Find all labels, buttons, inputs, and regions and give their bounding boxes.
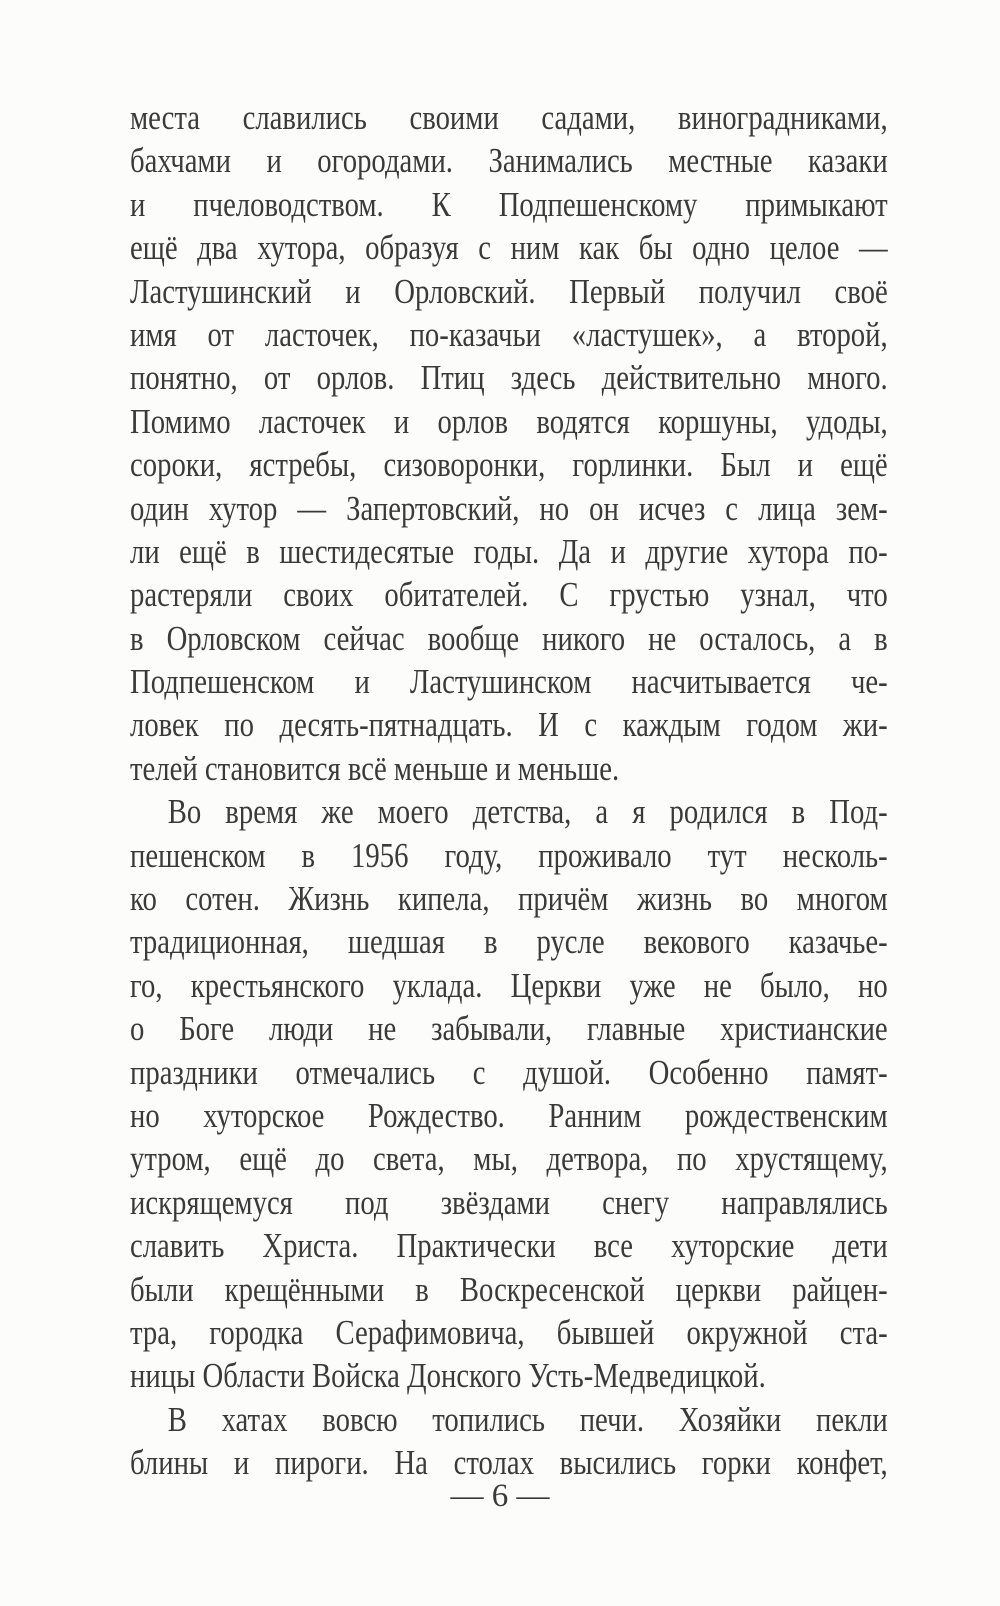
text-line: ещё два хутора, образуя с ним как бы одно целое —: [130, 228, 888, 268]
paragraph: [130, 96, 1000, 790]
text-line: понятно, от орлов. Птиц здесь действительно много.: [130, 358, 888, 398]
text-line: телей становится всё меньше и меньше.: [130, 748, 620, 788]
text-line: были крещёнными в Воскресенской церкви райцен-: [130, 1269, 888, 1309]
text-line: но хуторское Рождество. Ранним рождественским: [130, 1095, 888, 1135]
text-line: Во время же моего детства, а я родился в Под-: [167, 792, 888, 832]
page-number: — 6 —: [450, 1478, 550, 1514]
text-line: го, крестьянского уклада. Церкви уже не было, но: [130, 965, 888, 1005]
text-line: в Орловском сейчас вообще никого не осталось, а в: [130, 618, 888, 658]
text-line: пешенском в 1956 году, проживало тут несколь-: [130, 835, 888, 875]
page-body: [130, 96, 1000, 1485]
paragraph: [130, 790, 1000, 1397]
text-line: имя от ласточек, по-казачьи «ластушек», а второй,: [130, 314, 888, 354]
text-line: Подпешенском и Ластушинском насчитывается че-: [130, 662, 888, 702]
text-line: о Боге люди не забывали, главные христианские: [130, 1009, 888, 1049]
text-line: В хатах вовсю топились печи. Хозяйки пекли: [167, 1399, 888, 1439]
text-line: блины и пироги. На столах высились горки конфет,: [130, 1443, 888, 1483]
text-line: традиционная, шедшая в русле векового казачье-: [130, 922, 888, 962]
text-line: тра, городка Серафимовича, бывшей окружной ста-: [130, 1312, 888, 1352]
text-line: ко сотен. Жизнь кипела, причём жизнь во многом: [130, 879, 888, 919]
paragraph: [130, 1398, 1000, 1485]
text-line: ницы Области Войска Донского Усть-Медведицкой.: [130, 1356, 766, 1396]
text-line: один хутор — Запертовский, но он исчез с лица зем-: [130, 488, 888, 528]
text-line: ловек по десять-пятнадцать. И с каждым годом жи-: [130, 705, 888, 745]
text-line: и пчеловодством. К Подпешенскому примыкают: [130, 184, 888, 224]
text-line: растеряли своих обитателей. С грустью узнал, что: [130, 575, 888, 615]
text-line: Ластушинский и Орловский. Первый получил своё: [130, 271, 888, 311]
text-line: славить Христа. Практически все хуторские дети: [130, 1226, 888, 1266]
text-line: Помимо ласточек и орлов водятся коршуны, удоды,: [130, 401, 888, 441]
text-line: сороки, ястребы, сизоворонки, горлинки. Был и ещё: [130, 445, 888, 485]
text-line: бахчами и огородами. Занимались местные казаки: [130, 141, 888, 181]
text-line: искрящемуся под звёздами снегу направлялись: [130, 1182, 888, 1222]
text-line: утром, ещё до света, мы, детвора, по хрустящему,: [130, 1139, 888, 1179]
text-line: места славились своими садами, виноградниками,: [130, 98, 888, 137]
text-line: праздники отмечались с душой. Особенно памят-: [130, 1052, 888, 1092]
text-line: ли ещё в шестидесятые годы. Да и другие хутора по-: [130, 531, 888, 571]
